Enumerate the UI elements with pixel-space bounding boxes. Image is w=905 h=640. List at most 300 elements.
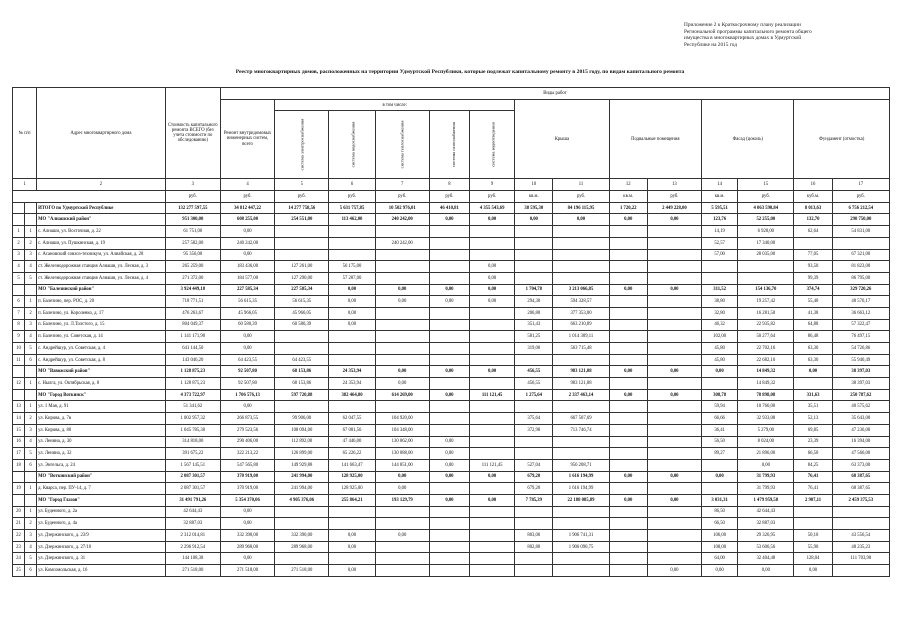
- row-value: [832, 565, 889, 577]
- table-row: [13, 506, 890, 518]
- row-value: 84,25: [794, 459, 832, 471]
- row-value: [515, 401, 553, 413]
- table-body: [13, 202, 890, 576]
- municipality-row: [13, 284, 890, 296]
- row-value: 35 643,00: [832, 413, 889, 425]
- row-value: 527,04: [515, 459, 553, 471]
- row-value: 46,32: [702, 319, 738, 331]
- row-value: 804 049,37: [165, 319, 220, 331]
- row-value: 0,00: [429, 494, 469, 506]
- row-value: [470, 483, 515, 495]
- row-value: 0,00: [329, 541, 375, 553]
- row-value: [515, 436, 553, 448]
- row-value: 2 337 463,14: [553, 389, 609, 401]
- unit-cell: руб.: [470, 191, 515, 203]
- municipality-row: [13, 471, 890, 483]
- appendix-line: Республике на 2015 год: [684, 41, 737, 48]
- row-address: с. Асановский совхоз-техникум, ул. Алнайская, д. 28: [37, 249, 166, 261]
- row-value: 374,74: [794, 284, 832, 296]
- row-value: 1 704,78: [515, 284, 553, 296]
- row-value: 0,00: [329, 530, 375, 542]
- header-facade: Фасад (цоколь): [702, 99, 794, 179]
- row-value: 112 892,00: [275, 436, 329, 448]
- row-value: 86 795,00: [832, 272, 889, 284]
- row-value: [329, 343, 375, 355]
- row-subnumber: [25, 471, 37, 483]
- row-value: [553, 401, 609, 413]
- row-value: [702, 378, 738, 390]
- row-value: 2 296 912,54: [165, 541, 220, 553]
- row-value: 36 663,12: [832, 307, 889, 319]
- row-value: [738, 272, 794, 284]
- table-row: [13, 237, 890, 249]
- row-value: [429, 553, 469, 565]
- row-value: 45,80: [702, 343, 738, 355]
- row-value: 370 919,00: [220, 483, 274, 495]
- row-value: [553, 249, 609, 261]
- row-address: МО "Город Воткинск": [37, 389, 166, 401]
- col-number: 15: [738, 179, 794, 191]
- table-row: [13, 436, 890, 448]
- header-cost: Стоимость капитального ремонта ВСЕГО (без учета стоимости по обследованию): [165, 88, 220, 179]
- row-value: 10 766,00: [738, 401, 794, 413]
- row-value: 132 277 597,55: [165, 202, 220, 214]
- row-value: [515, 249, 553, 261]
- row-value: [609, 354, 647, 366]
- row-subnumber: 3: [25, 530, 37, 542]
- row-value: [470, 307, 515, 319]
- row-subnumber: 1: [25, 483, 37, 495]
- row-value: 718 771,51: [165, 296, 220, 308]
- col-number: 12: [609, 179, 647, 191]
- col-number: 17: [832, 179, 889, 191]
- column-number-row: [13, 179, 890, 191]
- row-value: [375, 307, 429, 319]
- row-value: [647, 506, 701, 518]
- row-value: 51 341,62: [165, 401, 220, 413]
- row-value: 476 263,67: [165, 307, 220, 319]
- row-value: [515, 261, 553, 273]
- row-value: [553, 226, 609, 238]
- row-value: 24 353,94: [329, 366, 375, 378]
- row-value: 0,00: [429, 459, 469, 471]
- row-value: [515, 354, 553, 366]
- appendix-line: Региональной программы капитального ремонта общего: [684, 28, 812, 35]
- table-row: [13, 530, 890, 542]
- row-subnumber: 6: [25, 459, 37, 471]
- row-value: 42 644,43: [165, 506, 220, 518]
- row-value: [375, 518, 429, 530]
- row-value: 279 523,56: [220, 424, 274, 436]
- row-value: 57,00: [702, 249, 738, 261]
- total-row: [13, 202, 890, 214]
- row-value: 56,50: [702, 436, 738, 448]
- row-value: 332 390,00: [220, 530, 274, 542]
- row-subnumber: 1: [25, 401, 37, 413]
- row-value: 331,63: [794, 389, 832, 401]
- row-number: 20: [13, 506, 25, 518]
- row-value: 1 479 959,58: [738, 494, 794, 506]
- row-value: 132,70: [794, 214, 832, 226]
- row-subnumber: 1: [25, 296, 37, 308]
- row-value: 34 812 447,22: [220, 202, 274, 214]
- unit-cell: кв.м.: [702, 191, 738, 203]
- row-value: 154 136,70: [738, 284, 794, 296]
- row-value: 4 355 543,69: [470, 202, 515, 214]
- row-number: 11: [13, 354, 25, 366]
- row-value: [647, 483, 701, 495]
- registry-table: [12, 87, 890, 577]
- row-number: 6: [13, 296, 25, 308]
- row-value: 3 924 449,18: [165, 284, 220, 296]
- row-value: 0,00: [329, 319, 375, 331]
- row-value: 41,38: [794, 307, 832, 319]
- row-value: 22 188 085,89: [553, 494, 609, 506]
- row-value: 52 255,00: [738, 214, 794, 226]
- row-value: [553, 448, 609, 460]
- row-subnumber: 2: [25, 307, 37, 319]
- row-value: [553, 272, 609, 284]
- row-value: [702, 261, 738, 273]
- row-value: [609, 307, 647, 319]
- header-works: Виды работ: [220, 88, 889, 100]
- row-value: [470, 354, 515, 366]
- row-value: 36,41: [702, 424, 738, 436]
- row-subnumber: [25, 202, 37, 214]
- row-value: 65 226,22: [329, 448, 375, 460]
- row-address: ул. Кирова, д. 7в: [37, 413, 166, 425]
- row-value: 77,05: [794, 249, 832, 261]
- row-value: [275, 331, 329, 343]
- row-value: [470, 226, 515, 238]
- row-value: 55,90: [794, 541, 832, 553]
- row-value: [609, 565, 647, 577]
- row-value: 0,00: [220, 506, 274, 518]
- row-value: 391 675,22: [165, 448, 220, 460]
- row-value: 56 175,00: [329, 261, 375, 273]
- row-value: 311,52: [702, 284, 738, 296]
- row-value: 1 128 875,23: [165, 366, 220, 378]
- row-value: 289 968,00: [275, 541, 329, 553]
- row-value: [329, 553, 375, 565]
- row-value: [470, 401, 515, 413]
- row-address: с. Андрейшур, ул. Советская, д. 8: [37, 354, 166, 366]
- row-value: 0,00: [375, 366, 429, 378]
- row-value: 2 459 375,53: [832, 494, 889, 506]
- row-value: 0,00: [647, 389, 701, 401]
- row-value: [553, 565, 609, 577]
- row-value: 50,10: [794, 530, 832, 542]
- row-value: 144 851,00: [375, 459, 429, 471]
- row-number: 22: [13, 530, 25, 542]
- row-value: [275, 237, 329, 249]
- row-value: [429, 401, 469, 413]
- row-value: 0,00: [329, 307, 375, 319]
- row-value: 319,00: [515, 343, 553, 355]
- row-value: 351,43: [515, 319, 553, 331]
- row-value: [609, 530, 647, 542]
- row-value: 66,50: [794, 448, 832, 460]
- row-value: [429, 483, 469, 495]
- row-value: [609, 436, 647, 448]
- row-value: 2 907,11: [794, 494, 832, 506]
- row-value: 8 013,63: [794, 202, 832, 214]
- row-value: 106,00: [702, 530, 738, 542]
- row-value: 60 580,39: [220, 319, 274, 331]
- row-value: [647, 448, 701, 460]
- row-value: 40 575,62: [832, 401, 889, 413]
- row-value: 1 706 576,13: [220, 389, 274, 401]
- row-value: [470, 448, 515, 460]
- row-value: 17 340,00: [738, 237, 794, 249]
- row-value: 0,00: [647, 471, 701, 483]
- row-value: [647, 436, 701, 448]
- row-value: [647, 459, 701, 471]
- row-value: [470, 436, 515, 448]
- row-value: 0,00: [470, 494, 515, 506]
- row-number: 3: [13, 249, 25, 261]
- row-value: 0,00: [702, 565, 738, 577]
- row-value: 227 585,34: [220, 284, 274, 296]
- row-value: [609, 226, 647, 238]
- row-value: 59,94: [702, 401, 738, 413]
- row-value: 0,00: [220, 518, 274, 530]
- row-number: [13, 214, 25, 226]
- row-value: 47 446,00: [329, 436, 375, 448]
- unit-cell: руб.: [647, 191, 701, 203]
- row-value: [647, 331, 701, 343]
- row-subnumber: 5: [25, 448, 37, 460]
- row-value: 66,50: [702, 518, 738, 530]
- row-address: МО "Город Глазов": [37, 494, 166, 506]
- row-value: [609, 272, 647, 284]
- table-row: [13, 413, 890, 425]
- row-value: [738, 261, 794, 273]
- unit-cell: руб.: [738, 191, 794, 203]
- row-value: 76,41: [794, 483, 832, 495]
- row-value: [647, 530, 701, 542]
- row-value: 8 024,00: [738, 436, 794, 448]
- table-row: [13, 553, 890, 565]
- row-value: 6 920,00: [738, 226, 794, 238]
- row-subnumber: 3: [25, 424, 37, 436]
- row-value: [609, 459, 647, 471]
- row-value: 76 497,15: [832, 331, 889, 343]
- row-value: 63 373,00: [832, 459, 889, 471]
- row-value: [470, 319, 515, 331]
- row-value: [794, 237, 832, 249]
- row-value: 47 236,00: [832, 424, 889, 436]
- row-value: 0,00: [470, 366, 515, 378]
- row-value: 713 746,74: [553, 424, 609, 436]
- row-value: 0,00: [220, 553, 274, 565]
- row-value: 48 570,17: [832, 296, 889, 308]
- table-row: [13, 541, 890, 553]
- row-value: [470, 518, 515, 530]
- row-value: [553, 518, 609, 530]
- row-value: 271 518,00: [275, 565, 329, 577]
- row-address: МО "Балезинский район": [37, 284, 166, 296]
- row-value: 290 750,00: [832, 214, 889, 226]
- row-value: 372,98: [515, 424, 553, 436]
- row-value: 1 720,22: [609, 202, 647, 214]
- row-value: [609, 237, 647, 249]
- row-value: 0,00: [647, 494, 701, 506]
- row-subnumber: 2: [25, 413, 37, 425]
- row-value: [429, 378, 469, 390]
- row-value: 0,00: [220, 401, 274, 413]
- row-value: [275, 506, 329, 518]
- row-value: 22 682,16: [738, 354, 794, 366]
- row-value: 14 277 758,56: [275, 202, 329, 214]
- col-number: 10: [515, 179, 553, 191]
- row-subnumber: 2: [25, 237, 37, 249]
- row-address: п. Балезино, ул. Короленко, д. 17: [37, 307, 166, 319]
- row-subnumber: 2: [25, 518, 37, 530]
- row-value: [470, 565, 515, 577]
- row-value: 0,00: [647, 366, 701, 378]
- row-value: 57 322,47: [832, 319, 889, 331]
- row-value: 38 397,03: [832, 378, 889, 390]
- row-value: [553, 354, 609, 366]
- row-value: 128 925,00: [329, 471, 375, 483]
- row-subnumber: 5: [25, 553, 37, 565]
- row-value: 0,00: [470, 284, 515, 296]
- row-value: 56 615,35: [275, 296, 329, 308]
- row-value: 0,00: [794, 565, 832, 577]
- row-value: [429, 226, 469, 238]
- row-value: [609, 518, 647, 530]
- row-subnumber: 3: [25, 249, 37, 261]
- table-row: [13, 226, 890, 238]
- row-value: 55,40: [794, 296, 832, 308]
- row-value: [702, 459, 738, 471]
- row-value: [702, 483, 738, 495]
- row-number: [13, 284, 25, 296]
- table-row: [13, 459, 890, 471]
- row-value: [329, 331, 375, 343]
- row-value: 0,00: [738, 459, 794, 471]
- row-value: 123,76: [702, 214, 738, 226]
- row-value: [515, 237, 553, 249]
- row-subnumber: 3: [25, 319, 37, 331]
- row-value: 64,88: [794, 319, 832, 331]
- row-value: 0,00: [429, 366, 469, 378]
- table-row: [13, 424, 890, 436]
- row-value: [647, 343, 701, 355]
- row-value: [429, 307, 469, 319]
- row-value: 64 423,55: [220, 354, 274, 366]
- row-value: 52,57: [702, 237, 738, 249]
- row-address: с. Алнаши, ул. Пушкинская, д. 19: [37, 237, 166, 249]
- row-value: [647, 272, 701, 284]
- row-value: 3 031,31: [702, 494, 738, 506]
- row-value: 32 887,03: [165, 518, 220, 530]
- row-value: 322 213,22: [220, 448, 274, 460]
- header-num: № п/п: [13, 88, 37, 179]
- row-subnumber: 5: [25, 343, 37, 355]
- unit-cell: руб.: [553, 191, 609, 203]
- row-address: ст. Железнодорожная станция Алнаши, ул. Лесная, д. 3: [37, 261, 166, 273]
- row-value: 61 751,00: [165, 226, 220, 238]
- row-value: 130 088,00: [375, 448, 429, 460]
- row-value: 0,00: [375, 284, 429, 296]
- row-value: 193 129,79: [375, 494, 429, 506]
- row-address: ул. Кирова, д. 80: [37, 424, 166, 436]
- row-number: 5: [13, 272, 25, 284]
- row-value: 32 404,48: [738, 553, 794, 565]
- row-address: ул. Комсомольская, д. 16: [37, 565, 166, 577]
- row-value: [515, 448, 553, 460]
- row-value: [329, 506, 375, 518]
- row-value: [647, 237, 701, 249]
- col-number: 11: [553, 179, 609, 191]
- row-value: 679,20: [515, 483, 553, 495]
- row-value: [647, 307, 701, 319]
- row-value: 0,00: [609, 366, 647, 378]
- row-value: 0,00: [609, 494, 647, 506]
- row-value: [647, 354, 701, 366]
- row-value: 983 121,08: [553, 378, 609, 390]
- table-row: [13, 296, 890, 308]
- row-value: 0,00: [647, 565, 701, 577]
- unit-cell: руб.: [165, 191, 220, 203]
- row-value: 56 615,35: [220, 296, 274, 308]
- header-system-sewer: система водоотведения: [470, 111, 515, 179]
- row-value: 266 873,55: [220, 413, 274, 425]
- row-address: п. Балезино, ул. Советская, д. 14: [37, 331, 166, 343]
- row-number: 16: [13, 436, 25, 448]
- row-address: ул. Ленина, д. 32: [37, 448, 166, 460]
- row-value: [515, 506, 553, 518]
- row-value: 66,66: [702, 413, 738, 425]
- row-value: 0,00: [794, 366, 832, 378]
- row-value: 111 121,45: [470, 389, 515, 401]
- row-value: 0,00: [609, 284, 647, 296]
- row-value: 563 715,48: [553, 343, 609, 355]
- row-address: с. Нылга, ул. Октябрьская, д. 8: [37, 378, 166, 390]
- row-value: 63,30: [794, 343, 832, 355]
- table-row: [13, 354, 890, 366]
- row-value: 375,64: [515, 413, 553, 425]
- row-value: [329, 237, 375, 249]
- row-value: 128,04: [794, 553, 832, 565]
- row-subnumber: [25, 366, 37, 378]
- row-value: 227 585,34: [275, 284, 329, 296]
- row-value: [429, 565, 469, 577]
- row-value: [375, 226, 429, 238]
- col-number: 6: [329, 179, 375, 191]
- table-row: [13, 378, 890, 390]
- row-value: [609, 319, 647, 331]
- row-value: 956 208,71: [553, 459, 609, 471]
- row-value: [609, 401, 647, 413]
- row-value: [329, 226, 375, 238]
- table-row: [13, 249, 890, 261]
- row-value: [275, 553, 329, 565]
- row-value: 1 045 785,30: [165, 424, 220, 436]
- row-value: [609, 413, 647, 425]
- row-subnumber: 1: [25, 506, 37, 518]
- row-value: [609, 331, 647, 343]
- row-value: 3 213 066,85: [553, 284, 609, 296]
- row-value: 983 121,08: [553, 366, 609, 378]
- row-value: 126 899,00: [275, 448, 329, 460]
- row-value: [375, 261, 429, 273]
- col-number: 1: [13, 179, 37, 191]
- col-number: 7: [375, 179, 429, 191]
- row-value: [609, 553, 647, 565]
